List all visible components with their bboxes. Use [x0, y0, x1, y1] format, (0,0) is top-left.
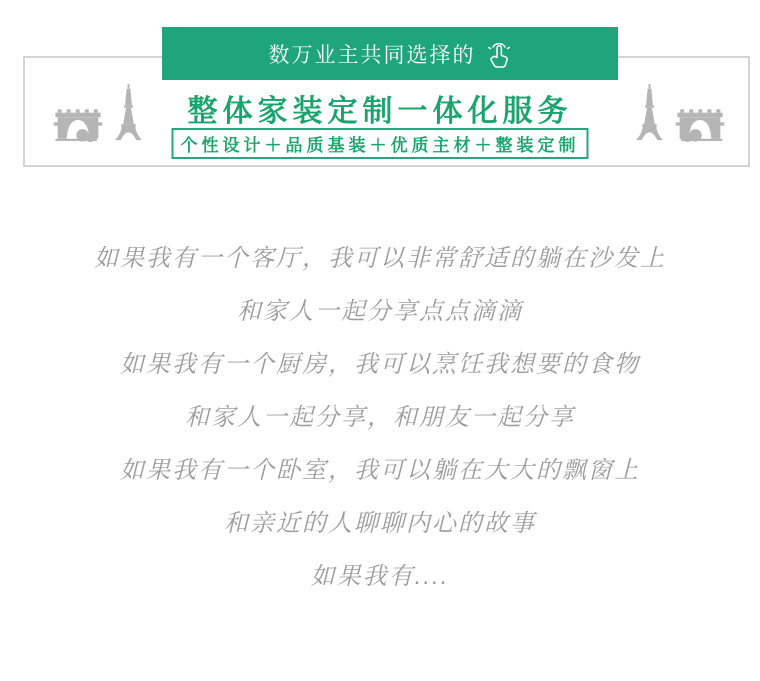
top-banner — [162, 27, 618, 80]
banner-label: 数万业主共同选择的 — [268, 43, 476, 67]
poem-text — [0, 232, 760, 603]
poem-line-5: 如果我有一个卧室，我可以躺在大大的飘窗上 — [120, 457, 640, 484]
poem-line-3: 如果我有一个厨房，我可以烹饪我想要的食物 — [120, 351, 640, 378]
page-title: 整体家装定制一体化服务 — [187, 95, 573, 128]
poem-line-4: 和家人一起分享，和朋友一起分享 — [185, 404, 575, 431]
poem-line-7: 如果我有.... — [310, 563, 450, 590]
subtitle-strip: 个性设计＋品质基装＋优质主材＋整装定制 — [172, 128, 589, 159]
poem-line-1: 如果我有一个客厅，我可以非常舒适的躺在沙发上 — [94, 245, 666, 272]
poem-line-2: 和家人一起分享点点滴滴 — [237, 298, 523, 325]
poem-line-6: 和亲近的人聊聊内心的故事 — [224, 510, 536, 537]
tap-hand-icon — [486, 40, 512, 70]
